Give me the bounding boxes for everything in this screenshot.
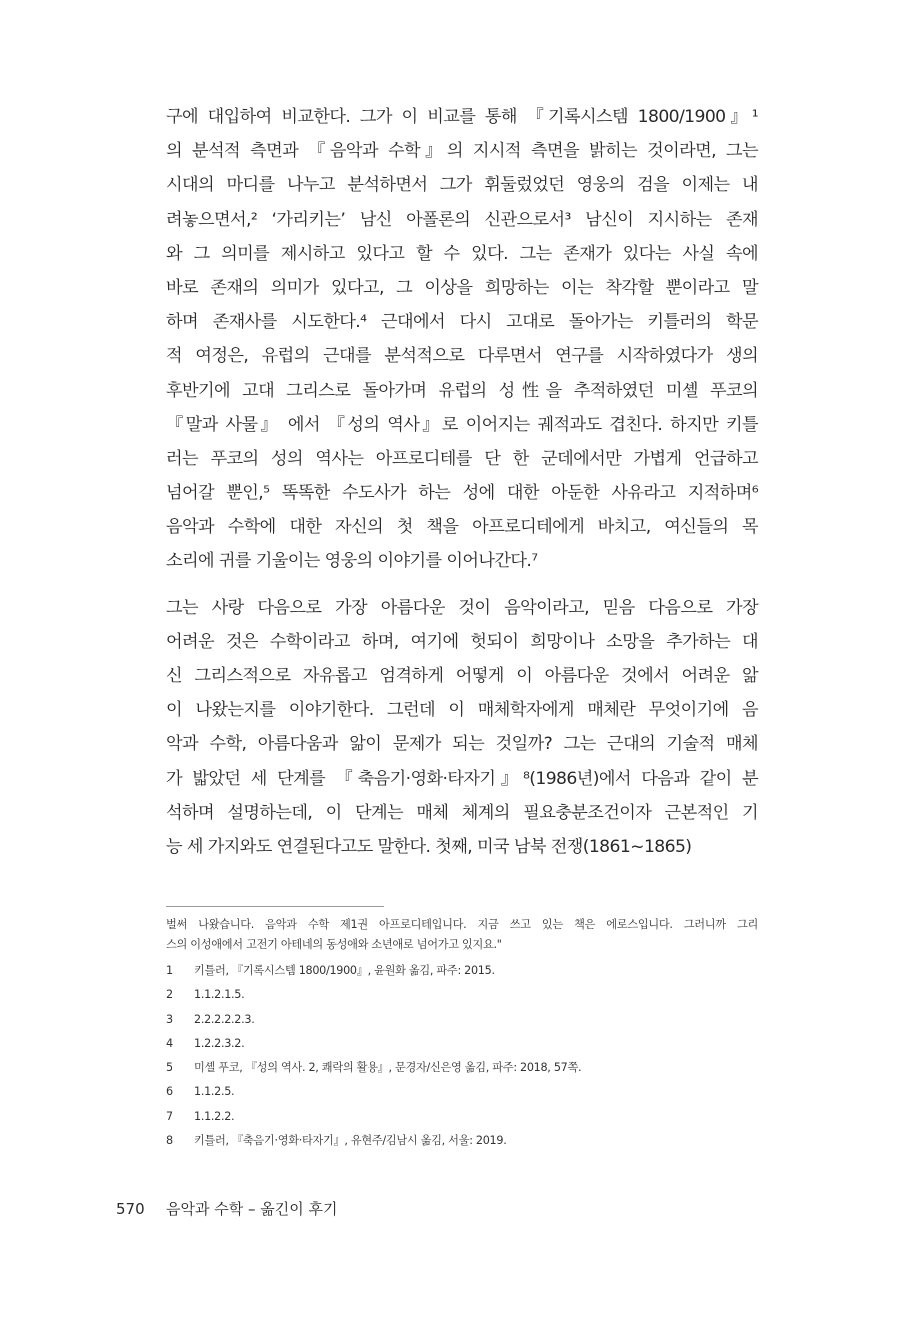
footnote-number: 3 xyxy=(166,1012,173,1026)
text-line: 소리에 귀를 기울이는 영웅의 이야기를 이어나간다.⁷ xyxy=(166,551,538,572)
text-line: 시대의 마디를 나누고 분석하면서 그가 휘둘렀었던 영웅의 검을 이제는 내 xyxy=(166,175,758,196)
footnote-item xyxy=(166,1129,758,1153)
paragraph-2 xyxy=(166,591,758,865)
text-line: 스의 이성애에서 고전기 아테네의 동성애와 소년애로 넘어가고 있지요." xyxy=(166,938,502,951)
footnote-number: 5 xyxy=(166,1061,173,1075)
text-line: 바로 존재의 의미가 있다고, 그 이상을 희망하는 이는 착각할 뿐이라고 말 xyxy=(166,277,758,298)
footnote-divider xyxy=(166,906,384,907)
footnote-item xyxy=(166,959,758,983)
footnote-text: 1.1.2.1.5. xyxy=(194,988,245,1002)
paragraph-gap xyxy=(166,579,758,591)
footnote-number: 4 xyxy=(166,1036,173,1050)
text-line: 려놓으면서,² ‘가리키는’ 남신 아폴론의 신관으로서³ 남신이 지시하는 존재 xyxy=(166,209,758,230)
footnote-number: 8 xyxy=(166,1134,173,1148)
footnote-number: 2 xyxy=(166,988,173,1002)
page-footer xyxy=(116,1198,337,1219)
running-title: 음악과 수학 – 옮긴이 후기 xyxy=(166,1200,338,1218)
page-number: 570 xyxy=(116,1200,145,1218)
footnote-item xyxy=(166,1008,758,1032)
footnote-text: 1.2.2.3.2. xyxy=(194,1036,245,1050)
footnote-text: 1.1.2.2. xyxy=(194,1109,235,1123)
footnote-item xyxy=(166,1056,758,1080)
text-line: 신 그리스적으로 자유롭고 엄격하게 어떻게 이 아름다운 것에서 어려운 앎 xyxy=(166,666,758,686)
text-line: 그는 사랑 다음으로 가장 아름다운 것이 음악이라고, 믿음 다음으로 가장 xyxy=(166,597,758,618)
text-line: 적 여정은, 유럽의 근대를 분석적으로 다루면서 연구를 시작하였다가 생의 xyxy=(166,346,758,367)
text-line: 와 그 의미를 제시하고 있다고 할 수 있다. 그는 존재가 있다는 사실 속에 xyxy=(166,243,758,264)
footnote-item xyxy=(166,1105,758,1129)
text-line: 어려운 것은 수학이라고 하며, 여기에 헛되이 희망이나 소망을 추가하는 대 xyxy=(166,631,758,652)
text-line: 석하며 설명하는데, 이 단계는 매체 체계의 필요충분조건이자 근본적인 기 xyxy=(166,802,758,823)
text-line: 음악과 수학에 대한 자신의 첫 책을 아프로디테에게 바치고, 여신들의 목 xyxy=(166,517,758,538)
footnote-text: 1.1.2.5. xyxy=(194,1085,235,1099)
paragraph-1 xyxy=(166,100,758,579)
footnote-list xyxy=(166,959,758,1153)
text-line: 가 밟았던 세 단계를 『축음기·영화·타자기』⁸(1986년)에서 다음과 같이 분 xyxy=(166,768,758,789)
footnote-number: 7 xyxy=(166,1109,173,1123)
footnotes xyxy=(166,915,758,1153)
footnote-text: 미셸 푸코, 『성의 역사. 2, 쾌락의 활용』, 문경자/신은영 옮김, 파주: 2018, 57쪽. xyxy=(194,1061,582,1075)
text-line: 구에 대입하여 비교한다. 그가 이 비교를 통해 『기록시스템 1800/1900』¹ xyxy=(166,107,758,127)
text-line: 벌써 나왔습니다. 음악과 수학 제1권 아프로디테입니다. 지금 쓰고 있는 책은 에로스입니다. 그러니까 그리 xyxy=(166,918,758,931)
text-line: 후반기에 고대 그리스로 돌아가며 유럽의 성性을 추적하였던 미셸 푸코의 xyxy=(166,380,758,401)
text-line: 이 나왔는지를 이야기한다. 그런데 이 매체학자에게 매체란 무엇이기에 음 xyxy=(166,700,758,721)
footnote-text: 키틀러, 『기록시스템 1800/1900』, 윤원화 옮김, 파주: 2015. xyxy=(194,964,495,977)
footnote-number: 6 xyxy=(166,1085,173,1099)
text-line: 능 세 가지와도 연결된다고도 말한다. 첫째, 미국 남북 전쟁(1861~1865) xyxy=(166,836,692,857)
text-line: 의 분석적 측면과 『음악과 수학』의 지시적 측면을 밝히는 것이라면, 그는 xyxy=(166,141,758,162)
footnote-text: 키틀러, 『축음기·영화·타자기』, 유현주/김남시 옮김, 서울: 2019. xyxy=(194,1134,507,1148)
main-text xyxy=(166,100,758,864)
text-line: 러는 푸코의 성의 역사는 아프로디테를 단 한 군데에서만 가볍게 언급하고 xyxy=(166,448,758,469)
footnote-number: 1 xyxy=(166,964,173,977)
footnote-item xyxy=(166,1032,758,1056)
text-line: 하며 존재사를 시도한다.⁴ 근대에서 다시 고대로 돌아가는 키틀러의 학문 xyxy=(166,312,758,333)
footnote-continuation xyxy=(166,915,758,955)
footnote-item xyxy=(166,983,758,1007)
text-line: 악과 수학, 아름다움과 앎이 문제가 되는 것일까? 그는 근대의 기술적 매체 xyxy=(166,734,758,755)
footnote-item xyxy=(166,1080,758,1104)
footnote-text: 2.2.2.2.2.3. xyxy=(194,1012,255,1026)
text-line: 넘어갈 뿐인,⁵ 똑똑한 수도사가 하는 성에 대한 아둔한 사유라고 지적하며⁶ xyxy=(166,483,758,504)
text-line: 『말과 사물』 에서 『성의 역사』로 이어지는 궤적과도 겹친다. 하지만 키틀 xyxy=(166,414,758,435)
